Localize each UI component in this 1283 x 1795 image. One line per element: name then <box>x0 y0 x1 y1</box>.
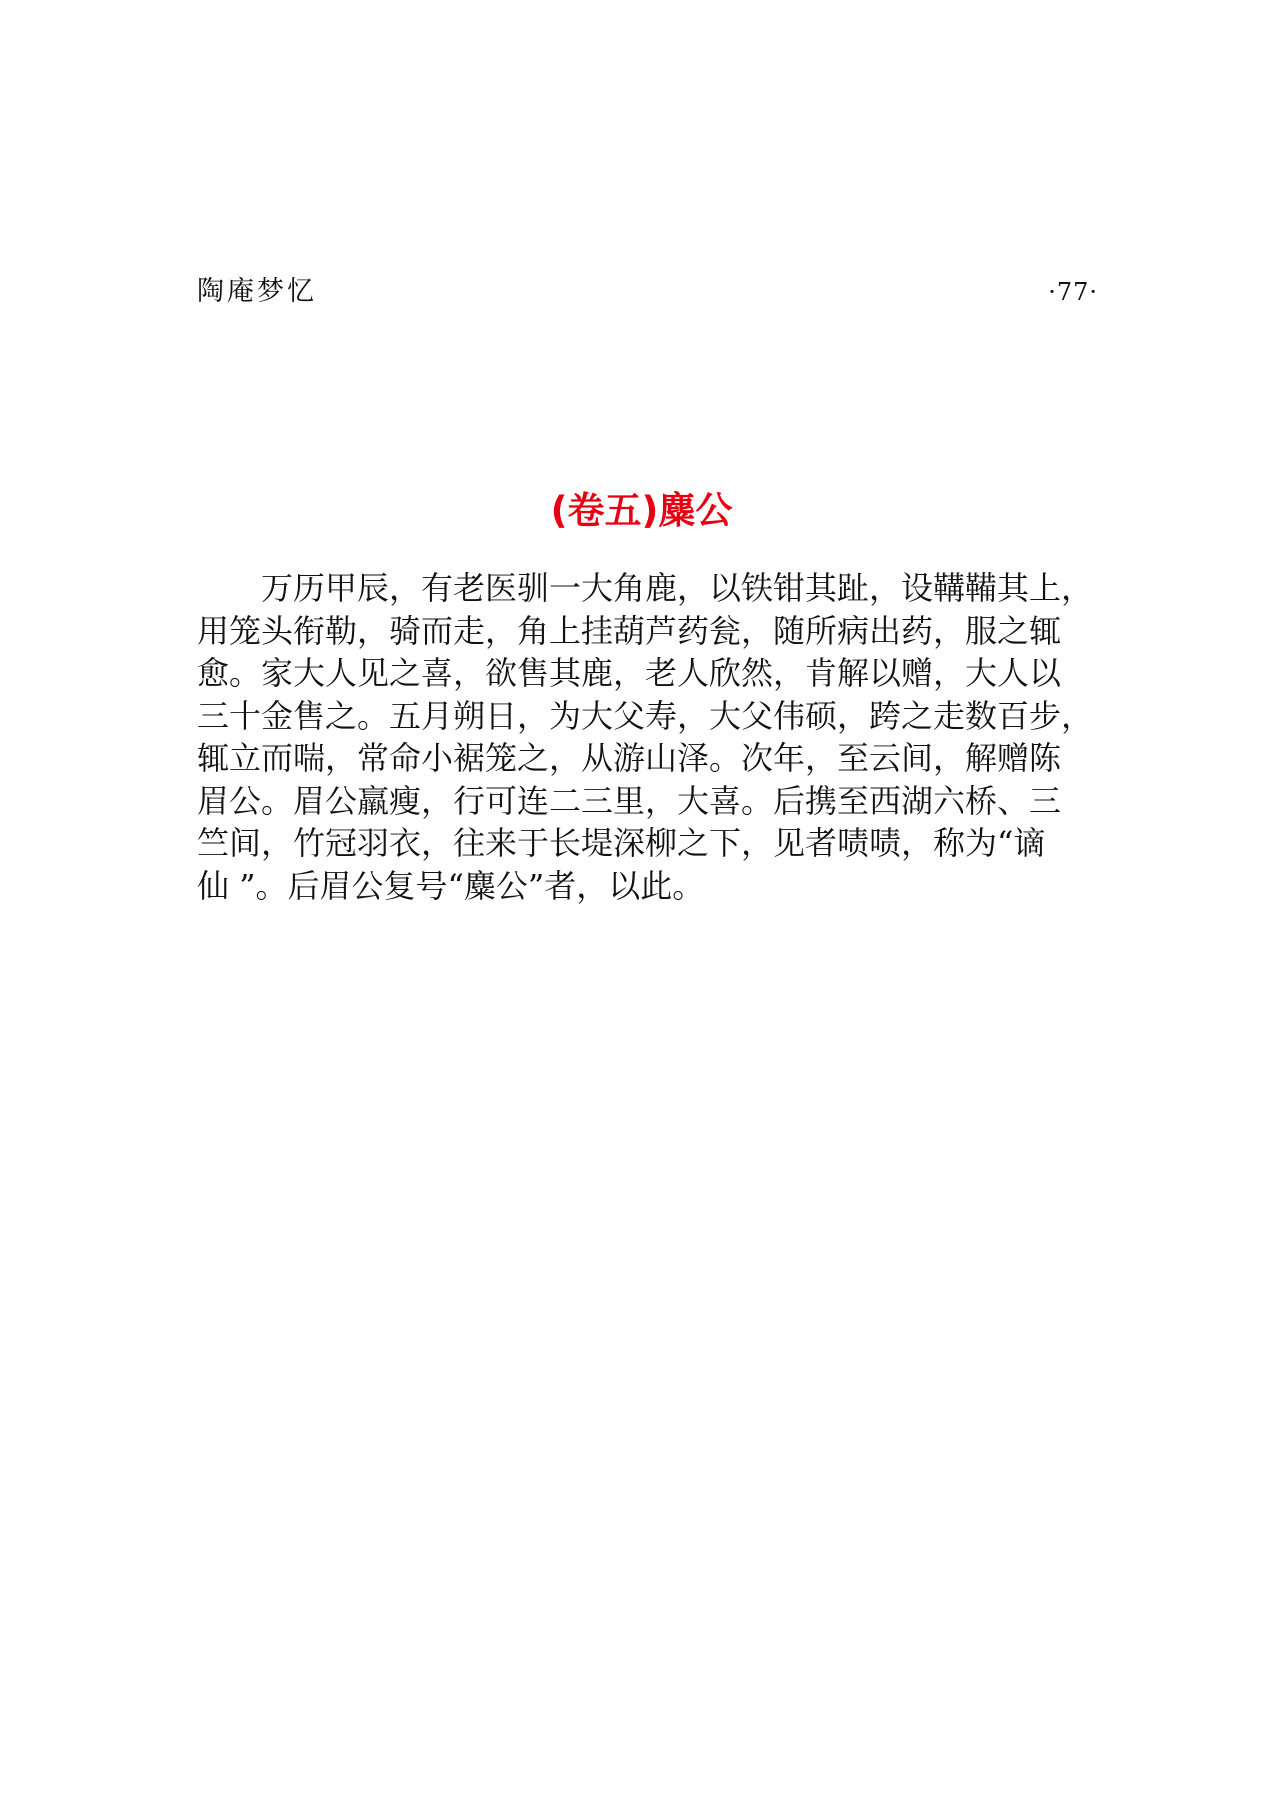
paragraph-line: 愈。家大人见之喜，欲售其鹿，老人欣然，肯解以赠，大人以 <box>197 654 1062 692</box>
paragraph-line: 辄立而喘，常命小裾笼之，从游山泽。次年，至云间，解赠陈 <box>197 739 1062 777</box>
body-paragraph <box>197 567 1097 907</box>
paragraph-line: 用笼头衔勒，骑而走，角上挂葫芦药瓮，随所病出药，服之辄 <box>197 611 1062 650</box>
running-head-book-title: 陶庵梦忆 <box>197 276 317 307</box>
chapter-title: (卷五)麋公 <box>550 488 733 532</box>
paragraph-line: 万历甲辰，有老医驯一大角鹿，以铁钳其趾，设鞲鞴其上， <box>261 569 1094 607</box>
paragraph-line: 三十金售之。五月朔日，为大父寿，大父伟硕，跨之走数百步， <box>197 696 1094 735</box>
paragraph-line: 竺间，竹冠羽衣，往来于长堤深柳之下，见者啧啧，称为“谪 <box>197 824 1046 862</box>
page-number: ·77· <box>1048 278 1098 306</box>
paragraph-line: 仙 ”。后眉公复号“麋公”者，以此。 <box>197 866 705 905</box>
paragraph-line: 眉公。眉公羸瘦，行可连二三里，大喜。后携至西湖六桥、三 <box>197 781 1062 820</box>
